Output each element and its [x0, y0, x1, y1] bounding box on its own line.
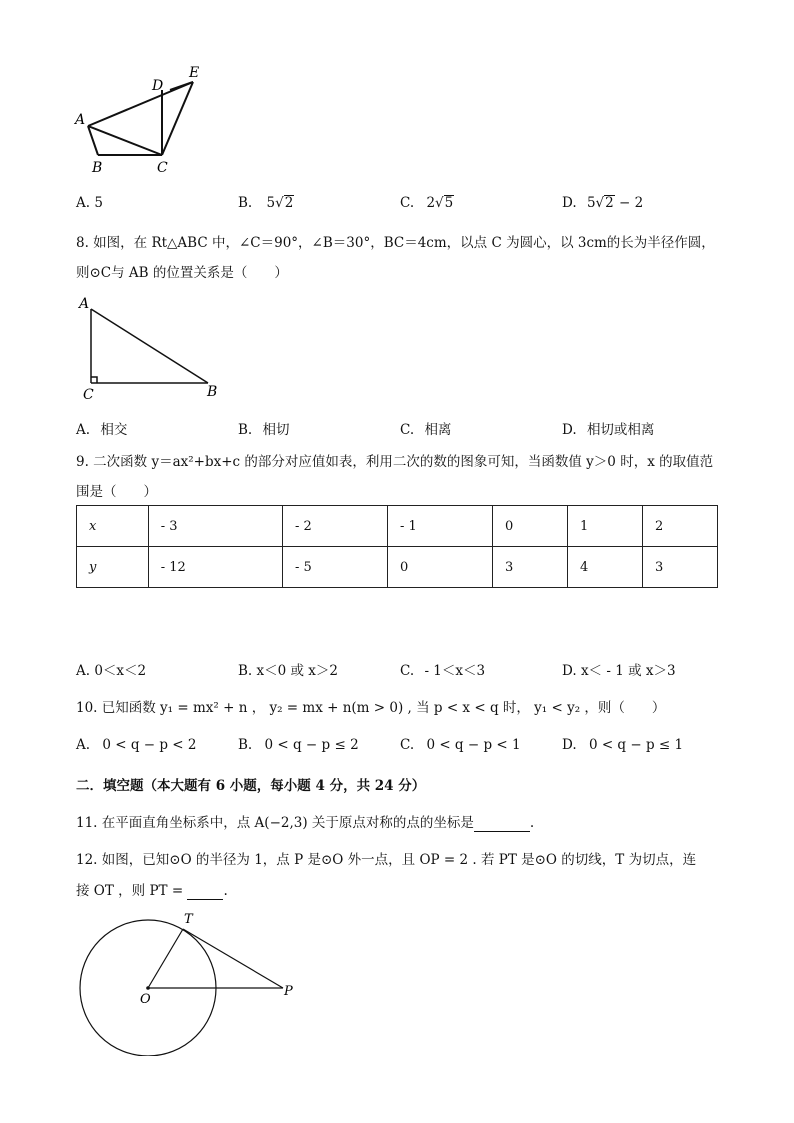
q11-stem	[76, 811, 534, 832]
q7-option-d-letter: D.	[562, 195, 577, 211]
q10-option-b-letter: B.	[238, 737, 253, 753]
q9-stem-line2: 围是（ ）	[76, 484, 157, 500]
q7-option-c: C. 2√5	[400, 195, 454, 211]
q7-label-e: E	[189, 65, 200, 81]
q7-option-b-root: 2	[284, 195, 294, 211]
q8-option-b-text: 相切	[262, 422, 290, 438]
q11-stem-text: 11. 在平面直角坐标系中，点 A(−2,3) 关于原点对称的点的坐标是	[76, 815, 474, 831]
q7-option-c-coef: 2	[426, 195, 436, 211]
q10-option-a	[76, 737, 197, 753]
q10-option-c	[400, 737, 521, 753]
q7-label-b: B	[92, 160, 103, 176]
q11-answer-blank[interactable]	[474, 815, 530, 832]
q8-option-a	[76, 418, 127, 438]
q10-stem: 10. 已知函数 y₁ = mx² + n ， y₂ = mx + n(m > 0) , 当 p < x < q 时， y₁ < y₂ ，则（ ）	[76, 700, 666, 716]
q7-option-a-text: 5	[94, 195, 103, 211]
q9-option-d-text: x＜ - 1 或 x＞3	[580, 663, 676, 679]
table-cell: - 12	[148, 547, 282, 588]
q12-stem-line2	[76, 879, 228, 900]
q7-option-d: D. 5√2 − 2	[562, 195, 644, 211]
q10-option-b-text: 0 < q − p ≤ 2	[264, 737, 359, 753]
q9-option-b	[238, 659, 338, 679]
q8-option-b	[238, 418, 290, 438]
table-cell: 3	[642, 547, 717, 588]
q8-option-d-letter: D.	[562, 422, 577, 438]
table-row	[77, 547, 718, 588]
table-cell: 0	[492, 506, 567, 547]
q9-option-a-letter: A.	[76, 663, 91, 679]
table-cell: 0	[387, 547, 492, 588]
q7-option-b-letter: B.	[238, 195, 253, 211]
q8-option-c	[400, 418, 451, 438]
table-cell: 4	[567, 547, 642, 588]
q7-option-d-coef: 5	[586, 195, 596, 211]
table-cell: - 2	[282, 506, 387, 547]
q8-stem-line1: 8. 如图，在 Rt△ABC 中，∠C＝90°，∠B＝30°，BC＝4cm，以点 C 为圆心，以 3cm的长为半径作圆，	[76, 235, 715, 251]
q9-value-table	[76, 505, 718, 588]
q10-option-a-text: 0 < q − p < 2	[102, 737, 197, 753]
q10-option-d	[562, 737, 683, 753]
q9-option-b-text: x＜0 或 x＞2	[256, 663, 339, 679]
q7-option-a	[76, 195, 103, 211]
q8-option-a-letter: A.	[76, 422, 91, 438]
q12-label-o: O	[140, 992, 151, 1007]
q8-label-c: C	[83, 387, 94, 403]
section-heading-fill-in: 二．填空题（本大题有 6 小题，每小题 4 分，共 24 分）	[76, 778, 426, 794]
q8-label-b: B	[207, 384, 218, 400]
q9-option-c-letter: C.	[400, 663, 415, 679]
table-row	[77, 506, 718, 547]
q8-stem-line2: 则⊙C与 AB 的位置关系是（ ）	[76, 265, 288, 281]
table-cell: 3	[492, 547, 567, 588]
q7-label-a: A	[75, 112, 86, 128]
q12-label-t: T	[184, 912, 193, 927]
q12-answer-blank[interactable]	[187, 883, 223, 900]
q8-option-c-text: 相离	[424, 422, 452, 438]
q12-circle-tangent-figure	[70, 906, 310, 1056]
q10-option-c-text: 0 < q − p < 1	[426, 737, 521, 753]
q10-option-b	[238, 737, 359, 753]
q7-option-b: B. 5√2	[238, 195, 294, 211]
q9-option-a-text: 0＜x＜2	[94, 663, 147, 679]
q10-option-c-letter: C.	[400, 737, 415, 753]
q9-option-b-letter: B.	[238, 663, 253, 679]
q7-label-c: C	[157, 160, 168, 176]
table-cell: 1	[567, 506, 642, 547]
table-cell: - 5	[282, 547, 387, 588]
table-cell: y	[77, 547, 149, 588]
q8-right-triangle-figure	[74, 292, 234, 404]
q10-option-a-letter: A.	[76, 737, 91, 753]
q8-option-d-text: 相切或相离	[586, 422, 655, 438]
table-cell: 2	[642, 506, 717, 547]
q9-option-c-text: - 1＜x＜3	[424, 663, 486, 679]
q7-option-b-coef: 5	[266, 195, 276, 211]
q11-stem-end: .	[529, 815, 535, 831]
q12-stem-line2-text: 接 OT ，则 PT =	[76, 883, 184, 899]
q7-label-d: D	[152, 78, 164, 94]
q10-option-d-letter: D.	[562, 737, 577, 753]
q7-option-d-tail: − 2	[619, 195, 644, 211]
q7-option-c-root: 5	[444, 195, 454, 211]
table-cell: x	[77, 506, 149, 547]
q9-stem-line1: 9. 二次函数 y＝ax²+bx+c 的部分对应值如表，利用二次的数的图象可知，当函数值 y＞0 时，x 的取值范	[76, 454, 714, 470]
q9-option-d	[562, 659, 676, 679]
q7-quadrilateral-figure	[70, 60, 220, 178]
q10-option-d-text: 0 < q − p ≤ 1	[588, 737, 684, 753]
q12-label-p: P	[284, 984, 293, 999]
q7-option-a-letter: A.	[76, 195, 91, 211]
q8-option-a-text: 相交	[100, 422, 128, 438]
q8-option-d	[562, 418, 654, 438]
q12-stem-line1: 12. 如图，已知⊙O 的半径为 1，点 P 是⊙O 外一点，且 OP = 2 . 若 PT 是⊙O 的切线，T 为切点，连	[76, 852, 697, 868]
table-cell: - 3	[148, 506, 282, 547]
q12-stem-end: .	[223, 883, 228, 899]
q9-option-a	[76, 659, 146, 679]
q8-label-a: A	[79, 296, 90, 312]
q8-option-c-letter: C.	[400, 422, 415, 438]
q7-option-c-letter: C.	[400, 195, 415, 211]
table-cell: - 1	[387, 506, 492, 547]
q9-option-d-letter: D.	[562, 663, 577, 679]
q8-option-b-letter: B.	[238, 422, 253, 438]
q9-option-c	[400, 659, 485, 679]
q7-option-d-root: 2	[605, 195, 614, 211]
